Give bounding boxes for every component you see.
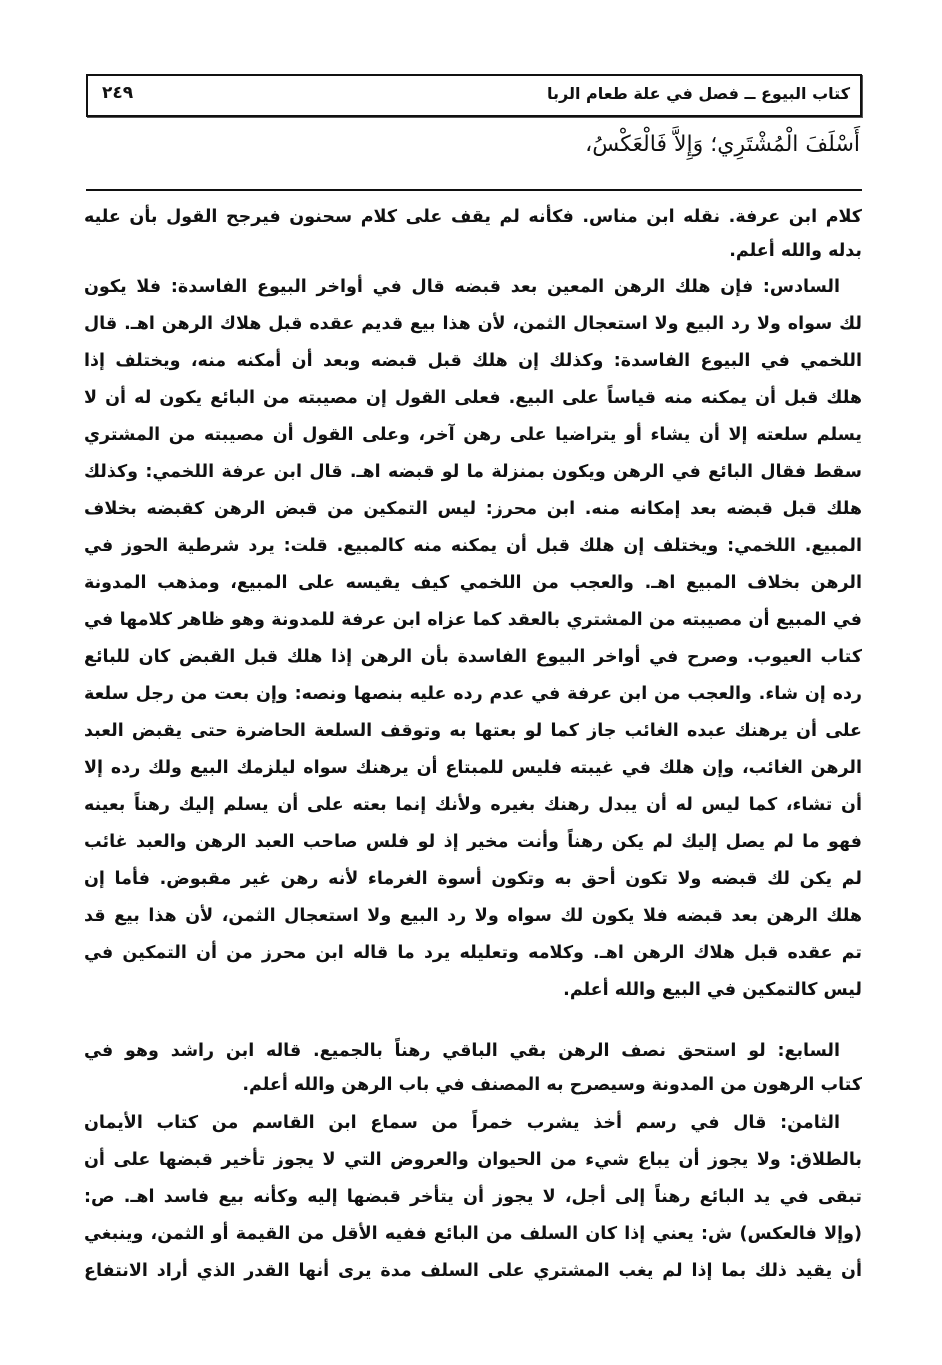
divider-rule <box>86 189 862 191</box>
text-line: هلك الرهن بعد قبضه فلا يكون لك سواه ولا رد البيع ولا استعجال الثمن، لأن هذا بيع قد <box>84 906 862 926</box>
text-line: أن يقيد ذلك بما إذا لم يغب المشتري على السلف مدة يرى أنها القدر الذي أراد الانتفاع <box>84 1261 862 1281</box>
text-line: بدله والله أعلم. <box>729 241 862 261</box>
page-number: ٢٤٩ <box>102 83 134 103</box>
running-header <box>86 74 862 117</box>
text-line: هلك قبل قبضه بعد إمكانه منه. ابن محرز: ليس التمكين من قبض الرهن كقبضه بخلاف <box>84 499 862 519</box>
text-line: في المبيع أن مصيبته من المشتري بالعقد كما عزاه ابن عرفة للمدونة وهو ظاهر كلامها في <box>84 610 862 630</box>
text-line: لك سواه ولا رد البيع ولا استعجال الثمن، لأن هذا بيع قديم عقده قبل هلاك الرهن اهـ. قال <box>84 314 862 334</box>
text-line: السادس: فإن هلك الرهن المعين بعد قبضه قال في أواخر البيوع الفاسدة: فلا يكون <box>84 277 840 297</box>
text-line: على أن يرهنك عبده الغائب جاز كما لو بعتها به وتوقف السلعة الحاضرة حتى يقبض العبد <box>84 721 862 741</box>
text-line: فهو ما لم يصل إليك لم يكن رهناً وأنت مخير إذ لو فلس صاحب العبد الرهن والعبد غائب <box>84 832 862 852</box>
text-line: كتاب الرهون من المدونة وسيصرح به المصنف في باب الرهن والله أعلم. <box>242 1075 862 1095</box>
text-line: رده إن شاء. والعجب من ابن عرفة في عدم رده عليه بنصها ونصه: وإن بعت من رجل سلعة <box>84 684 862 704</box>
text-line: ليس كالتمكين في البيع والله أعلم. <box>563 980 862 1000</box>
text-line: بالطلاق: ولا يجوز أن يباع شيء من الحيوان والعروض التي لا يجوز تأخير قبضها على أن <box>84 1150 862 1170</box>
matn-verse: أَسْلَفَ الْمُشْتَرِي؛ وَإِلاَّ فَالْعَكْسُ، <box>585 132 860 157</box>
running-header-title: كتاب البيوع ــ فصل في علة طعام الربا <box>546 84 850 103</box>
text-line: هلك قبل أن يمكنه منه قياساً على البيع. فعلى القول إن مصيبته من البائع يكون له أن لا <box>84 388 862 408</box>
text-line: الرهن بخلاف المبيع اهـ. والعجب من اللخمي كيف يقيسه على المبيع، ومذهب المدونة <box>84 573 862 593</box>
text-line: أن تشاء، كما ليس له أن يبدل رهنك بغيره ولأنك إنما بعته على أن يسلم إليك رهناً بعينه <box>84 795 862 815</box>
text-line: الثامن: قال في رسم أخذ يشرب خمراً من سماع ابن القاسم من كتاب الأيمان <box>84 1113 840 1133</box>
text-line: تبقى في يد البائع رهناً إلى أجل، لا يجوز أن يتأخر قبضها إليه وكأنه بيع فاسد اهـ. ص: <box>84 1187 862 1207</box>
text-line: اللخمي في البيوع الفاسدة: وكذلك إن هلك قبل قبضه وبعد أن أمكنه منه، ويختلف إذا <box>84 351 862 371</box>
text-line: يسلم سلعته إلا أن يشاء أو يتراضيا على رهن آخر، وعلى القول أن مصيبته من المشتري <box>84 425 862 445</box>
text-line: الرهن الغائب، وإن هلك في غيبته فليس للمبتاع أن يرهنك سواه ليلزمك البيع ولك رده إلا <box>84 758 862 778</box>
text-line: تم عقده قبل هلاك الرهن اهـ. وكلامه وتعليله يرد ما قاله ابن محرز من أن التمكين في <box>84 943 862 963</box>
text-line: السابع: لو استحق نصف الرهن بقي الباقي رهناً بالجميع. قاله ابن راشد وهو في <box>84 1041 840 1061</box>
text-line: (وإلا فالعكس) ش: يعني إذا كان السلف من البائع ففيه الأقل من القيمة أو الثمن، وينبغي <box>84 1224 862 1244</box>
text-line: سقط فقال البائع في الرهن ويكون بمنزلة ما لو قبضه اهـ. قال ابن عرفة اللخمي: وكذلك <box>84 462 862 482</box>
text-line: كلام ابن عرفة. نقله ابن مناس. فكأنه لم يقف على كلام سحنون فيرجح القول بأن عليه <box>84 207 862 227</box>
text-line: لم يكن لك قبضه ولا تكون أحق به وتكون أسوة الغرماء لأنه رهن غير مقبوض. فأما إن <box>84 869 862 889</box>
text-line: المبيع. اللخمي: ويختلف إن هلك قبل أن يمكنه منه كالمبيع. قلت: يرد شرطية الحوز في <box>84 536 862 556</box>
text-line: كتاب العيوب. وصرح في أواخر البيوع الفاسدة بأن الرهن إذا هلك قبل القبض كان للبائع <box>84 647 862 667</box>
